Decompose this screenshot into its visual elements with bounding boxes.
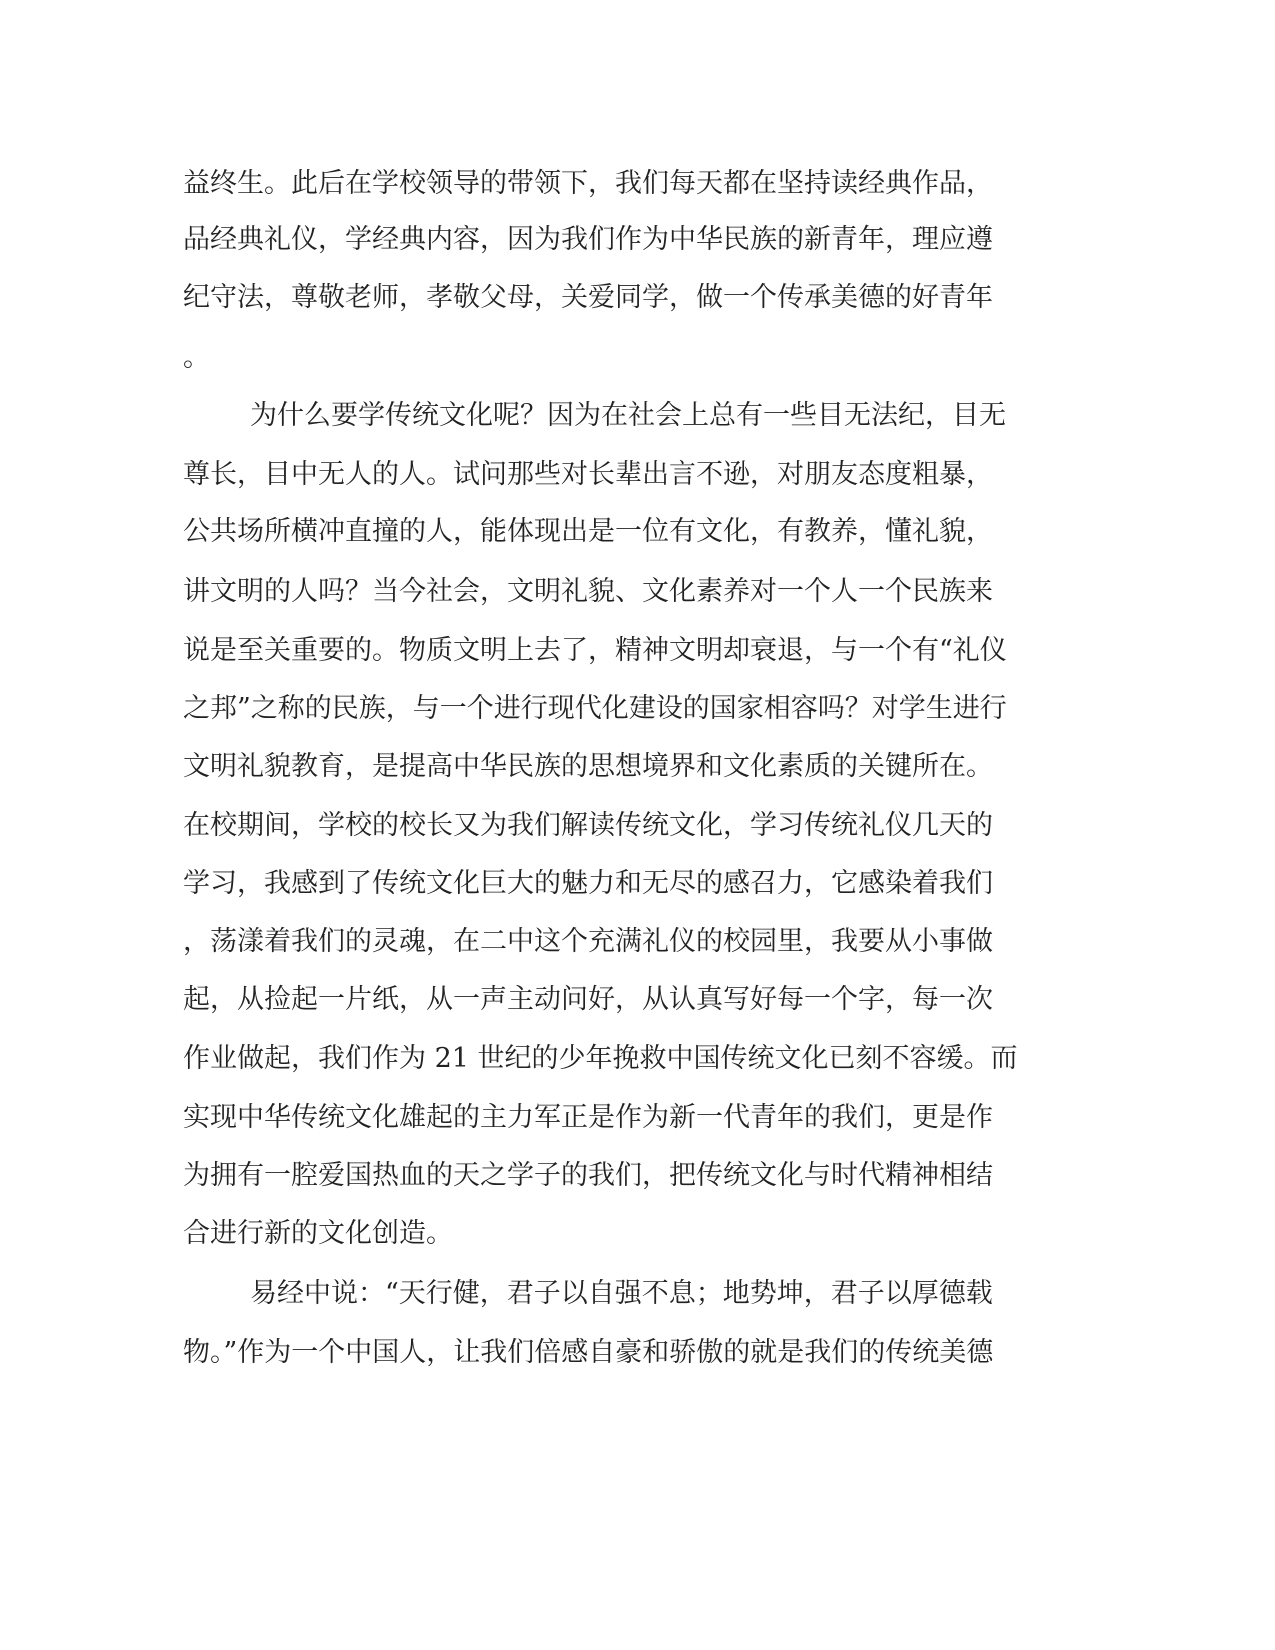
text-line: 益终生。此后在学校领导的带领下，我们每天都在坚持读经典作品， xyxy=(183,168,993,199)
text-line: ，荡漾着我们的灵魂，在二中这个充满礼仪的校园里，我要从小事做 xyxy=(183,926,993,957)
text-line: 学习，我感到了传统文化巨大的魅力和无尽的感召力，它感染着我们 xyxy=(183,868,993,899)
text-line: 公共场所横冲直撞的人，能体现出是一位有文化，有教养，懂礼貌， xyxy=(183,516,993,547)
text-line: 纪守法，尊敬老师，孝敬父母，关爱同学，做一个传承美德的好青年 xyxy=(183,282,993,313)
text-line: 起，从捡起一片纸，从一声主动问好，从认真写好每一个字，每一次 xyxy=(183,984,993,1015)
text-line: 。 xyxy=(183,342,210,373)
text-line: 实现中华传统文化雄起的主力军正是作为新一代青年的我们，更是作 xyxy=(183,1102,993,1133)
text-line: 尊长，目中无人的人。试问那些对长辈出言不逊，对朋友态度粗暴， xyxy=(183,459,993,490)
text-line: 为拥有一腔爱国热血的天之学子的我们，把传统文化与时代精神相结 xyxy=(183,1160,993,1191)
text-line: 物。”作为一个中国人，让我们倍感自豪和骄傲的就是我们的传统美德 xyxy=(183,1337,994,1368)
text-line: 合进行新的文化创造。 xyxy=(183,1218,453,1249)
paragraph-start-line: 易经中说：“天行健，君子以自强不息；地势坤，君子以厚德载 xyxy=(250,1278,993,1309)
text-line: 讲文明的人吗？当今社会，文明礼貌、文化素养对一个人一个民族来 xyxy=(183,576,993,607)
text-line: 品经典礼仪，学经典内容，因为我们作为中华民族的新青年，理应遵 xyxy=(183,224,993,255)
text-line: 说是至关重要的。物质文明上去了，精神文明却衰退，与一个有“礼仪 xyxy=(183,635,1007,666)
text-line: 在校期间，学校的校长又为我们解读传统文化，学习传统礼仪几天的 xyxy=(183,810,993,841)
text-line: 作业做起，我们作为 21 世纪的少年挽救中国传统文化已刻不容缓。而 xyxy=(183,1043,1018,1074)
paragraph-start-line: 为什么要学传统文化呢？因为在社会上总有一些目无法纪，目无 xyxy=(250,400,1006,431)
text-line: 之邦”之称的民族，与一个进行现代化建设的国家相容吗？对学生进行 xyxy=(183,693,1007,724)
text-line: 文明礼貌教育，是提高中华民族的思想境界和文化素质的关键所在。 xyxy=(183,751,993,782)
